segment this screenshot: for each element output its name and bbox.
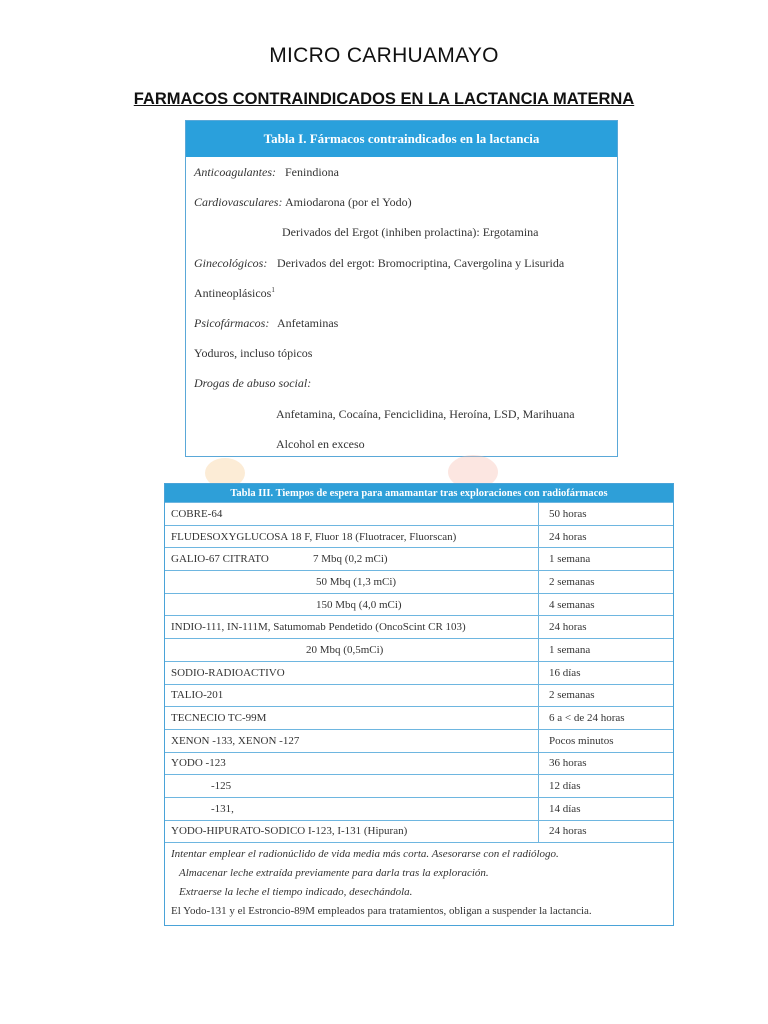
agent-cell: TECNECIO TC-99M: [171, 712, 267, 725]
table1-heading: Tabla I. Fármacos contraindicados en la lactancia: [186, 121, 617, 157]
agent-cell: SODIO-RADIOACTIVO: [171, 666, 285, 679]
table-row: [165, 570, 673, 593]
dose-cell: 50 Mbq (1,3 mCi): [316, 575, 397, 588]
table1-row: [194, 346, 312, 361]
dose-cell: 150 Mbq (4,0 mCi): [316, 598, 402, 611]
row-label: Yoduros, incluso tópicos: [194, 346, 313, 360]
table-row: [165, 820, 673, 843]
row-label: Antineoplásicos: [194, 286, 272, 300]
table-row: [165, 752, 673, 775]
page-title: MICRO CARHUAMAYO: [269, 44, 499, 67]
time-cell: 36 horas: [549, 757, 587, 770]
time-cell: 4 semanas: [549, 598, 595, 611]
table-row: [165, 661, 673, 684]
agent-cell: -131,: [211, 802, 234, 815]
agent-cell: FLUDESOXYGLUCOSA 18 F, Fluor 18 (Fluotracer, Fluorscan): [171, 530, 457, 543]
page-subtitle: FARMACOS CONTRAINDICADOS EN LA LACTANCIA MATERNA: [133, 90, 635, 108]
table1-row: [276, 407, 575, 422]
row-label: Cardiovasculares:: [194, 195, 283, 209]
table-row: [165, 638, 673, 661]
time-cell: 16 días: [549, 666, 581, 679]
time-cell: 24 horas: [549, 530, 587, 543]
row-value: Anfetamina, Cocaína, Fenciclidina, Heroína, LSD, Marihuana: [276, 407, 575, 421]
time-cell: Pocos minutos: [549, 734, 614, 747]
agent-cell: -125: [211, 780, 232, 793]
row-label: Drogas de abuso social:: [194, 376, 312, 390]
table-row: [165, 547, 673, 570]
table1-row: [194, 376, 311, 391]
table1-row: [282, 225, 538, 240]
table-row: [165, 502, 673, 525]
dose-cell: 20 Mbq (0,5mCi): [306, 643, 384, 656]
time-cell: 2 semanas: [549, 575, 595, 588]
dose-cell: 7 Mbq (0,2 mCi): [313, 553, 388, 566]
table-contraindicated-drugs: [185, 120, 618, 457]
agent-cell: XENON -133, XENON -127: [171, 734, 300, 747]
table-row: [165, 593, 673, 616]
time-cell: 14 días: [549, 802, 581, 815]
row-value: Anfetaminas: [277, 316, 339, 330]
time-cell: 24 horas: [549, 825, 587, 838]
row-value: Fenindiona: [285, 165, 339, 179]
row-label: Ginecológicos:: [194, 256, 268, 270]
row-value: Derivados del Ergot (inhiben prolactina): Ergotamina: [282, 225, 539, 239]
row-value: Alcohol en exceso: [276, 437, 365, 451]
note-line: Intentar emplear el radionúclido de vida media más corta. Asesorarse con el radiólogo.: [171, 848, 559, 861]
agent-cell: YODO -123: [171, 757, 226, 770]
agent-cell: YODO-HIPURATO-SODICO I-123, I-131 (Hipuran): [171, 825, 408, 838]
agent-cell: INDIO-111, IN-111M, Satumomab Pendetido (OncoScint CR 103): [171, 621, 466, 634]
table1-row: Antineoplásicos$^1$: [194, 286, 275, 300]
table-radiopharmaceutical-wait-times: [164, 483, 674, 926]
row-value: Amiodarona (por el Yodo): [285, 195, 412, 209]
row-value: Derivados del ergot: Bromocriptina, Cavergolina y Lisurida: [277, 256, 565, 270]
row-label: Anticoagulantes:: [194, 165, 276, 179]
row-label: Psicofármacos:: [194, 316, 270, 330]
table-row: [165, 797, 673, 820]
agent-cell: COBRE-64: [171, 507, 223, 520]
table1-row: [276, 437, 365, 452]
time-cell: 50 horas: [549, 507, 587, 520]
table3-heading: Tabla III. Tiempos de espera para amamantar tras exploraciones con radiofármacos: [165, 484, 673, 502]
table-row: [165, 684, 673, 707]
table-row: [165, 706, 673, 729]
note-line: Almacenar leche extraída previamente para darla tras la exploración.: [179, 867, 489, 880]
table1-row: [194, 316, 338, 331]
time-cell: 1 semana: [549, 553, 591, 566]
time-cell: 2 semanas: [549, 689, 595, 702]
note-line: Extraerse la leche el tiempo indicado, desechándola.: [179, 886, 413, 899]
table-row: [165, 525, 673, 548]
time-cell: 6 a < de 24 horas: [549, 712, 625, 725]
table1-row: [194, 256, 564, 271]
table3-notes: [165, 842, 673, 925]
table-row: [165, 774, 673, 797]
time-cell: 1 semana: [549, 643, 591, 656]
table-row: [165, 615, 673, 638]
time-cell: 24 horas: [549, 621, 587, 634]
agent-cell: GALIO-67 CITRATO: [171, 553, 269, 566]
agent-cell: TALIO-201: [171, 689, 224, 702]
table-row: [165, 729, 673, 752]
time-cell: 12 días: [549, 780, 581, 793]
note-line: El Yodo-131 y el Estroncio-89M empleados para tratamientos, obligan a suspender la lactancia.: [171, 905, 592, 918]
table1-row: [194, 195, 412, 210]
table1-row: [194, 165, 339, 180]
